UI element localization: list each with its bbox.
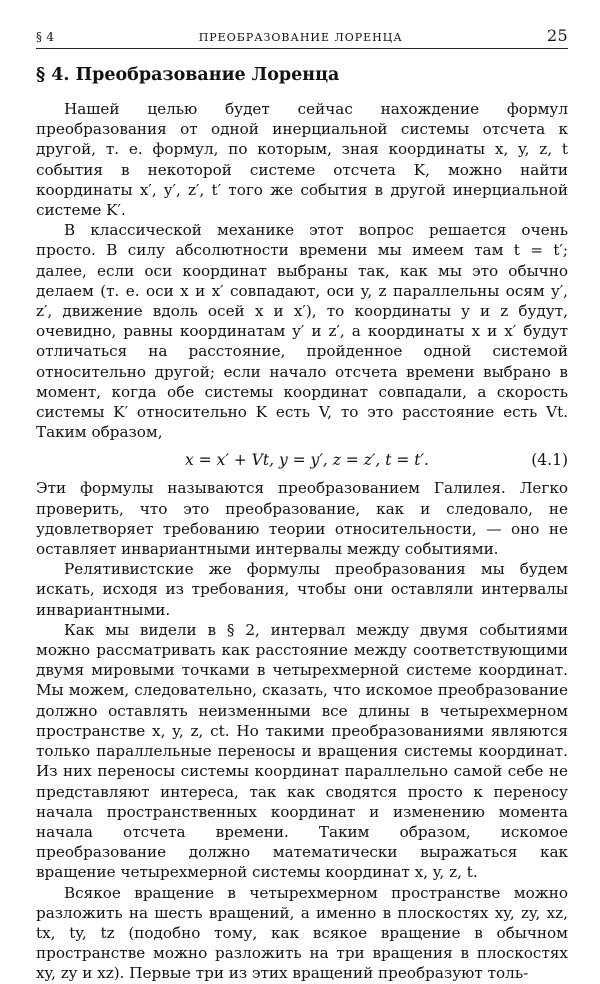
- running-header: [36, 26, 568, 49]
- equation-number: (4.1): [531, 451, 568, 470]
- paragraph-3: Эти формулы называются преобразованием Галилея. Легко проверить, что это преобразование, как и следовало, не удовлетворяет требованию теории относительности, — оно не оставляет инвариантными интервалы между событиями.: [36, 479, 568, 559]
- paragraph-6: Всякое вращение в четырехмерном пространстве можно разложить на шесть вращений, а именно в плоскостях xy, zy, xz, tx, ty, tz (подобно тому, как всякое вращение в обычном пространстве можно разложить на три вращения в плоскостях xy, zy и xz). Первые три из этих вращений преобразуют толь-: [36, 883, 568, 983]
- header-title: ПРЕОБРАЗОВАНИЕ ЛОРЕНЦА: [198, 31, 403, 44]
- section-heading: § 4. Преобразование Лоренца: [36, 65, 340, 85]
- paragraph-5: Как мы видели в § 2, интервал между двумя событиями можно рассматривать как расстояние между соответствующими двумя мировыми точками в четырехмерной системе координат. Мы можем, следовательно, сказать, что искомое преобразование должно оставлять неизменными все длины в четырехмерном пространстве x, y, z, ct. Но такими преобразованиями являются только параллельные переносы и вращения системы координат. Из них переносы системы координат параллельно самой себе не представляют интереса, так как сводятся просто к переносу начала пространственных координат и изменению момента начала отсчета времени. Таким образом, искомое преобразование должно математически выражаться как вращение четырехмерной системы координат x, y, z, t.: [36, 620, 568, 882]
- header-section: § 4: [36, 30, 55, 44]
- page-number: 25: [547, 26, 568, 45]
- paragraph-1: Нашей целью будет сейчас нахождение формул преобразования от одной инерциальной системы отсчета к другой, т. е. формул, по которым, зная координаты x, y, z, t события в некоторой системе отсчета K, можно найти координаты x′, y′, z′, t′ того же события в другой инерциальной системе K′.: [36, 100, 568, 220]
- paragraph-2: В классической механике этот вопрос решается очень просто. В силу абсолютности времени мы имеем там t = t′; далее, если оси координат выбраны так, как мы это обычно делаем (т. е. оси x и x′ совпадают, оси y, z параллельны осям y′, z′, движение вдоль осей x и x′), то координаты y и z будут, очевидно, равны координатам y′ и z′, а координаты x и x′ будут отличаться на расстояние, пройденное одной системой относительно другой; если начало отсчета времени выбрано в момент, когда обе системы координат совпадали, а скорость системы K′ относительно K есть V, то это расстояние есть Vt. Таким образом,: [36, 221, 568, 442]
- paragraph-4: Релятивистские же формулы преобразования мы будем искать, исходя из требования, чтобы они оставляли интервалы инвариантными.: [36, 560, 568, 619]
- book-page: [36, 26, 568, 984]
- equation-formula: x = x′ + Vt, y = y′, z = z′, t = t′.: [185, 451, 429, 470]
- equation-4-1: [36, 442, 568, 478]
